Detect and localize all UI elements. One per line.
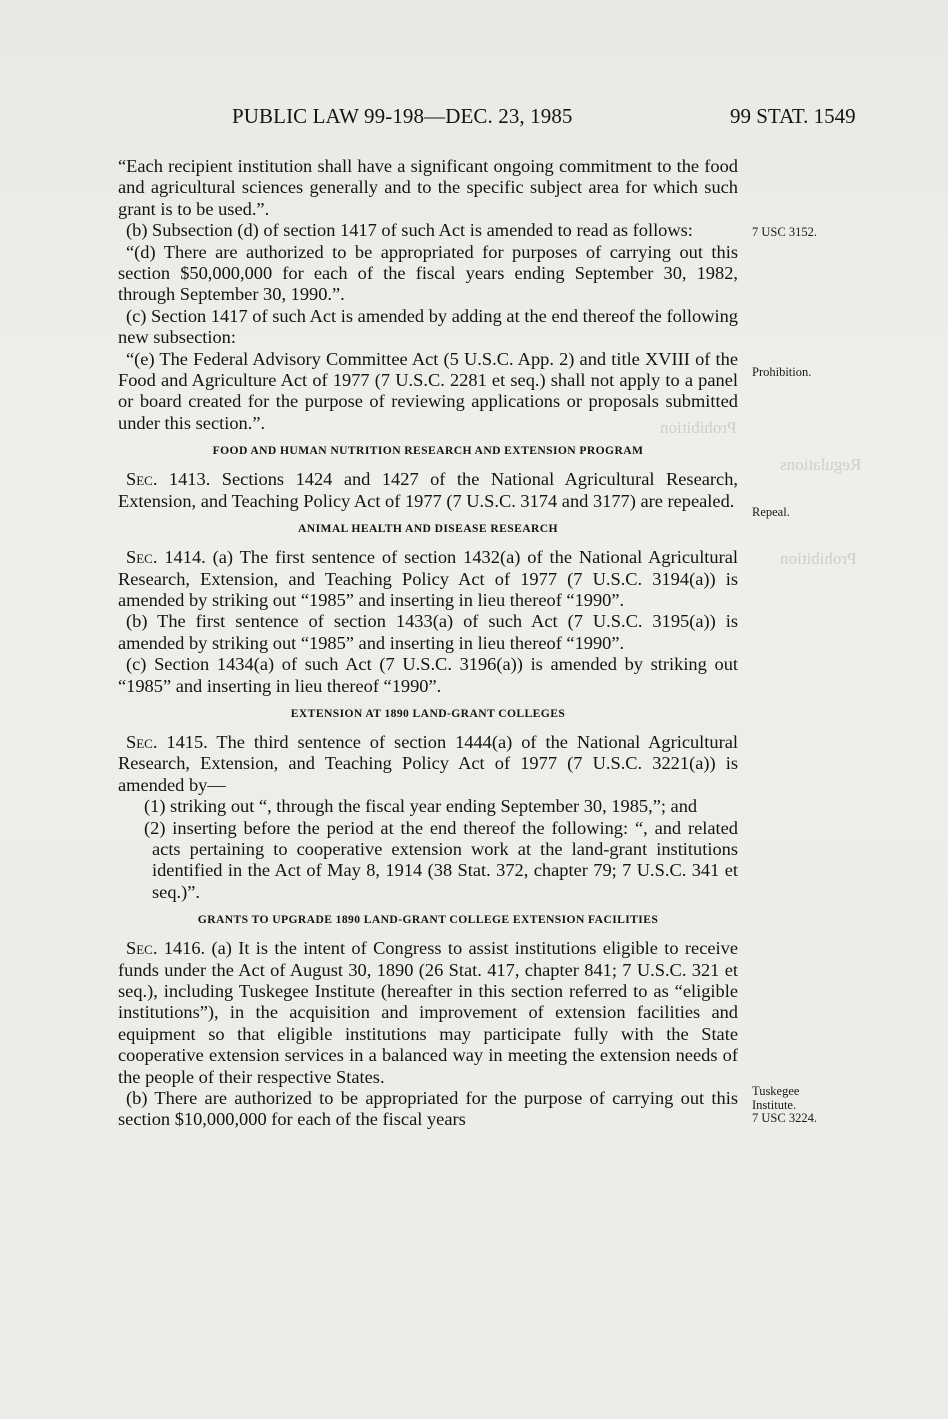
list-item: (1) striking out “, through the fiscal year ending September 30, 1985,”; and (144, 796, 698, 817)
margin-note-prohibition: Prohibition. (752, 365, 812, 379)
paragraph (118, 469, 738, 512)
bleed-through-text: Regulations (780, 455, 862, 474)
section-heading: FOOD AND HUMAN NUTRITION RESEARCH AND EXTENSION PROGRAM (212, 444, 644, 458)
paragraph: (b) There are authorized to be appropriated for the purpose of carrying out this section $10,000,000 for each of the fiscal years (118, 1088, 738, 1130)
bleed-through-text: Prohibition (660, 418, 737, 437)
paragraph: (c) Section 1417 of such Act is amended by adding at the end thereof the following new subsection: (118, 305, 738, 348)
bleed-through-text: Prohibition (780, 549, 857, 568)
section-label: Sec. (126, 938, 158, 959)
margin-note-usc-3152: 7 USC 3152. (752, 225, 817, 239)
section-heading: ANIMAL HEALTH AND DISEASE RESEARCH (298, 522, 558, 536)
page-header-title: PUBLIC LAW 99-198—DEC. 23, 1985 (232, 104, 573, 128)
section-text: 1413. Sections 1424 and 1427 of the National Agricultural Research, Extension, and Teaching Policy Act of 1977 (7 U.S.C. 3174 and 3177) are repealed. (118, 469, 738, 511)
section-label: Sec. (126, 547, 158, 568)
margin-note-tuskegee-line2: Institute. (752, 1097, 797, 1112)
paragraph: (b) Subsection (d) of section 1417 of such Act is amended to read as follows: (126, 220, 693, 241)
page-header-stat: 99 STAT. 1549 (730, 104, 856, 128)
paragraph: (c) Section 1434(a) of such Act (7 U.S.C. 3196(a)) is amended by striking out “1985” and inserting in lieu thereof “1990”. (118, 654, 738, 696)
list-item: (2) inserting before the period at the end thereof the following: “, and related acts pertaining to cooperative extension work at the land-grant institutions identified in the Act of May 8, 1914 (38 Stat. 372, chapter 79; 7 U.S.C. 341 et seq.)”. (144, 817, 738, 902)
margin-note-tuskegee (752, 1085, 817, 1126)
margin-note-usc-3224: 7 USC 3224. (752, 1111, 817, 1125)
paragraph (118, 938, 738, 1088)
paragraph: “(d) There are authorized to be appropriated for purposes of carrying out this section $50,000,000 for each of the fiscal years ending September 30, 1982, through September 30, 1990.”. (118, 241, 738, 305)
section-heading: EXTENSION AT 1890 LAND-GRANT COLLEGES (290, 706, 566, 720)
section-text: 1415. The third sentence of section 1444(a) of the National Agricultural Research, Extension, and Teaching Policy Act of 1977 (7 U.S.C. 3221(a)) is amended by— (118, 731, 738, 795)
section-text: 1416. (a) It is the intent of Congress to assist institutions eligible to receive funds under the Act of August 30, 1890 (26 Stat. 417, chapter 841; 7 U.S.C. 321 et seq.), including Tuskegee Institute (hereafter in this section referred to as “eligible institutions”), in the acquisition and improvement of extension facilities and equipment so that eligible institutions may participate fully with the State cooperative extension services in a balanced way in meeting the extension needs of the people of their respective States. (118, 938, 738, 1087)
paragraph: (b) The first sentence of section 1433(a) of such Act (7 U.S.C. 3195(a)) is amended by striking out “1985” and inserting in lieu thereof “1990”. (118, 611, 738, 653)
section-label: Sec. (126, 469, 158, 490)
section-label: Sec. (126, 731, 158, 752)
section-heading: GRANTS TO UPGRADE 1890 LAND-GRANT COLLEGE EXTENSION FACILITIES (197, 913, 659, 927)
paragraph: “Each recipient institution shall have a significant ongoing commitment to the food and agricultural sciences generally and to the specific subject area for which such grant is to be used.”. (118, 156, 738, 219)
document-body (118, 156, 738, 1131)
paragraph (118, 547, 738, 611)
margin-note-tuskegee-line1: Tuskegee (752, 1084, 800, 1098)
margin-note-repeal: Repeal. (752, 505, 790, 519)
paragraph: “(e) The Federal Advisory Committee Act (5 U.S.C. App. 2) and title XVIII of the Food and Agriculture Act of 1977 (7 U.S.C. 2281 et seq.) shall not apply to a panel or board created for the purpose of reviewing applications or proposals submitted under this section.”. (118, 348, 738, 433)
page-header (0, 104, 948, 138)
paragraph (118, 732, 738, 796)
section-text: 1414. (a) The first sentence of section 1432(a) of the National Agricultural Research, Extension, and Teaching Policy Act of 1977 (7 U.S.C. 3194(a)) is amended by striking out “1985” and inserting in lieu thereof “1990”. (118, 547, 738, 610)
